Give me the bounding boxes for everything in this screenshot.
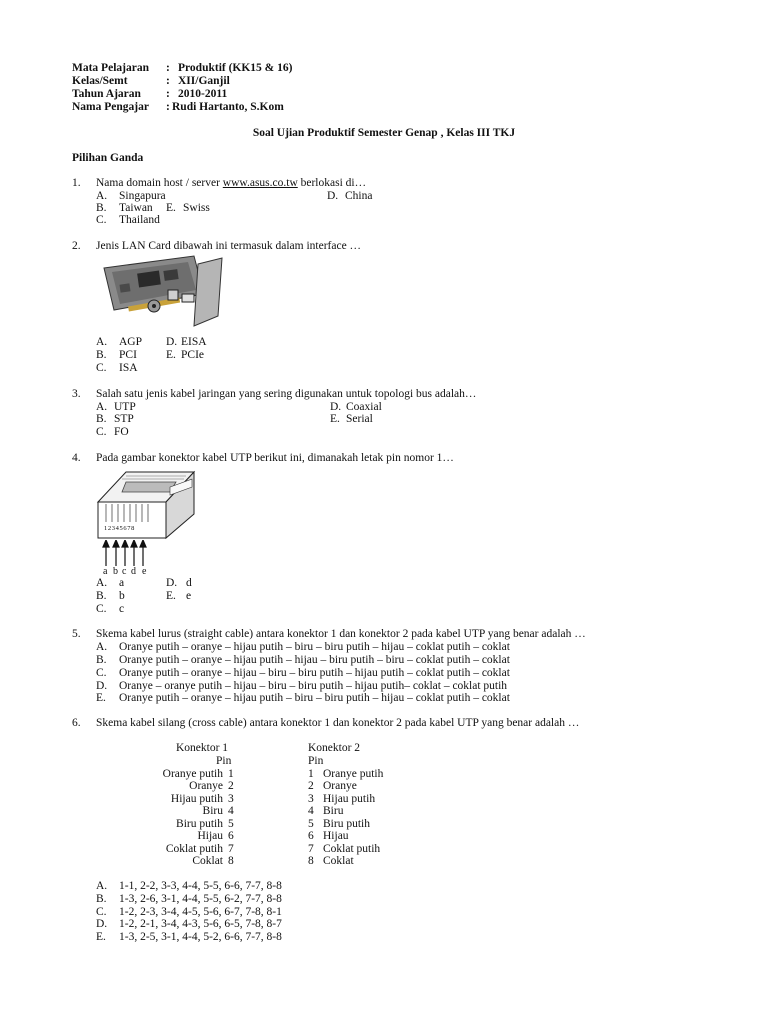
konektor-1-title: Konektor 1: [176, 742, 229, 754]
rj45-connector-image: [96, 468, 198, 544]
pin-number: 5: [228, 818, 234, 830]
lan-card-image: [98, 254, 226, 336]
domain-link: www.asus.co.tw: [222, 177, 298, 189]
arrow-label-b: b: [113, 566, 118, 577]
pin-number: 8: [228, 855, 234, 867]
header-label-class: Kelas/Semt: [72, 75, 128, 87]
option-label: B.: [96, 413, 107, 425]
option-text: AGP: [119, 336, 143, 348]
option-label: A.: [96, 401, 108, 413]
wire-color: Biru: [323, 805, 344, 817]
option-text: Oranye putih – oranye – hijau putih – hijau – biru putih – biru – coklat putih – coklat: [119, 654, 510, 666]
wire-color: Biru: [202, 805, 223, 817]
section-title: Pilihan Ganda: [72, 152, 144, 164]
question-text-part: berlokasi di…: [300, 177, 367, 189]
option-label: D.: [166, 577, 178, 589]
option-label: B.: [96, 590, 107, 602]
option-text: Thailand: [119, 214, 160, 226]
pin-number: 6: [308, 830, 314, 842]
option-label: E.: [96, 692, 106, 704]
pin-number: 4: [308, 805, 314, 817]
option-label: C.: [96, 906, 107, 918]
wire-color: Coklat putih: [323, 843, 381, 855]
option-label: D.: [96, 680, 108, 692]
option-text: Oranye – oranye putih – hijau – biru – biru putih – hijau putih– coklat – coklat putih: [119, 680, 508, 692]
arrow-label-e: e: [142, 566, 147, 577]
question-text: Jenis LAN Card dibawah ini termasuk dalam interface …: [96, 240, 362, 252]
option-text: Singapura: [119, 190, 166, 202]
pin-number: 7: [308, 843, 314, 855]
option-text: 1-2, 2-3, 3-4, 4-5, 5-6, 6-7, 7-8, 8-1: [119, 906, 282, 918]
option-label: B.: [96, 349, 107, 361]
option-text: e: [186, 590, 192, 602]
option-label: A.: [96, 190, 108, 202]
wire-color: Biru putih: [323, 818, 370, 830]
header-sep: :: [166, 88, 170, 100]
pin-arrows: [100, 540, 152, 566]
option-text: 1-1, 2-2, 3-3, 4-4, 5-5, 6-6, 7-7, 8-8: [119, 880, 282, 892]
option-label: A.: [96, 336, 108, 348]
pin-number: 3: [308, 793, 314, 805]
option-text: Oranye putih – oranye – hijau putih – biru – biru putih – hijau – coklat putih – coklat: [119, 692, 510, 704]
wire-color: Coklat putih: [165, 843, 223, 855]
option-label: D.: [327, 190, 339, 202]
option-label: D.: [96, 918, 108, 930]
question-number: 5.: [72, 628, 81, 640]
option-text: Coaxial: [346, 401, 382, 413]
option-text: PCIe: [181, 349, 204, 361]
option-label: E.: [166, 349, 176, 361]
wire-color: Hijau putih: [323, 793, 376, 805]
option-text: a: [119, 577, 125, 589]
question-text: Pada gambar konektor kabel UTP berikut ini, dimanakah letak pin nomor 1…: [96, 452, 454, 464]
question-text: Skema kabel lurus (straight cable) antara konektor 1 dan konektor 2 pada kabel UTP yang benar adalah …: [96, 628, 586, 640]
option-label: D.: [330, 401, 342, 413]
question-number: 6.: [72, 717, 81, 729]
header-sep: :: [166, 75, 170, 87]
question-text: Salah satu jenis kabel jaringan yang sering digunakan untuk topologi bus adalah…: [96, 388, 477, 400]
wire-color: Hijau: [197, 830, 223, 842]
option-label: C.: [96, 214, 107, 226]
question-text: [96, 177, 366, 190]
option-label: C.: [96, 603, 107, 615]
arrow-label-a: a: [103, 566, 108, 577]
header-label-teacher: Nama Pengajar: [72, 101, 149, 113]
header-label-subject: Mata Pelajaran: [72, 62, 149, 74]
option-text: FO: [114, 426, 129, 438]
pin-number: 6: [228, 830, 234, 842]
option-text: c: [119, 603, 125, 615]
option-text: Swiss: [183, 202, 210, 214]
option-label: E.: [166, 202, 176, 214]
pin-header-right: Pin: [308, 755, 324, 767]
pin-number: 2: [228, 780, 234, 792]
arrow-label-c: c: [122, 566, 127, 577]
option-text: 1-3, 2-6, 3-1, 4-4, 5-5, 6-2, 7-7, 8-8: [119, 893, 282, 905]
pin-number: 2: [308, 780, 314, 792]
question-text: Skema kabel silang (cross cable) antara konektor 1 dan konektor 2 pada kabel UTP yang benar adalah …: [96, 717, 580, 729]
option-label: C.: [96, 362, 107, 374]
wire-color: Oranye: [189, 780, 223, 792]
option-text: UTP: [114, 401, 136, 413]
pin-number: 4: [228, 805, 234, 817]
header-sep: :: [166, 62, 170, 74]
pin-number: 3: [228, 793, 234, 805]
arrow-label-d: d: [131, 566, 136, 577]
pin-number: 1: [308, 768, 314, 780]
option-text: d: [186, 577, 192, 589]
option-label: B.: [96, 654, 107, 666]
option-label: D.: [166, 336, 178, 348]
option-label: A.: [96, 641, 108, 653]
option-text: 1-2, 2-1, 3-4, 4-3, 5-6, 6-5, 7-8, 8-7: [119, 918, 282, 930]
option-text: Serial: [346, 413, 373, 425]
header-label-year: Tahun Ajaran: [72, 88, 141, 100]
option-text: Taiwan: [119, 202, 153, 214]
option-label: E.: [330, 413, 340, 425]
option-label: A.: [96, 577, 108, 589]
page-title: Soal Ujian Produktif Semester Genap , Kelas III TKJ: [252, 127, 516, 139]
question-number: 3.: [72, 388, 81, 400]
option-text: EISA: [181, 336, 207, 348]
option-label: C.: [96, 426, 107, 438]
pin-number: 7: [228, 843, 234, 855]
option-text: ISA: [119, 362, 138, 374]
wire-color: Coklat: [192, 855, 223, 867]
pin-header-left: Pin: [216, 755, 232, 767]
wire-color: Hijau: [323, 830, 349, 842]
wire-color: Oranye putih: [323, 768, 384, 780]
option-text: STP: [114, 413, 134, 425]
wire-color: Biru putih: [176, 818, 223, 830]
header-value-subject: Produktif (KK15 & 16): [178, 62, 293, 74]
option-label: B.: [96, 202, 107, 214]
wire-color: Oranye putih: [162, 768, 223, 780]
option-text: 1-3, 2-5, 3-1, 4-4, 5-2, 6-6, 7-7, 8-8: [119, 931, 282, 943]
pin-number: 8: [308, 855, 314, 867]
option-label: C.: [96, 667, 107, 679]
option-text: Oranye putih – oranye – hijau – biru – biru putih – hijau putih – coklat putih – coklat: [119, 667, 510, 679]
konektor-2-title: Konektor 2: [308, 742, 361, 754]
wire-color: Oranye: [323, 780, 357, 792]
header-value-teacher: Rudi Hartanto, S.Kom: [172, 101, 284, 113]
pin-number: 1: [228, 768, 234, 780]
question-number: 4.: [72, 452, 81, 464]
wire-color: Hijau putih: [170, 793, 223, 805]
option-text: b: [119, 590, 125, 602]
question-number: 1.: [72, 177, 81, 189]
option-label: A.: [96, 880, 108, 892]
wire-color: Coklat: [323, 855, 354, 867]
option-label: B.: [96, 893, 107, 905]
header-value-year: 2010-2011: [178, 88, 228, 100]
option-text: Oranye putih – oranye – hijau putih – biru – biru putih – hijau – coklat putih – coklat: [119, 641, 510, 653]
question-text-part: Nama domain host / server: [96, 177, 220, 189]
option-label: E.: [166, 590, 176, 602]
header-value-class: XII/Ganjil: [178, 75, 230, 87]
option-text: PCI: [119, 349, 137, 361]
header-sep: :: [166, 101, 170, 113]
pin-number-row: 1 2 3 4 5 6 7 8: [104, 525, 134, 532]
pin-number: 5: [308, 818, 314, 830]
question-number: 2.: [72, 240, 81, 252]
option-text: China: [345, 190, 373, 202]
option-label: E.: [96, 931, 106, 943]
